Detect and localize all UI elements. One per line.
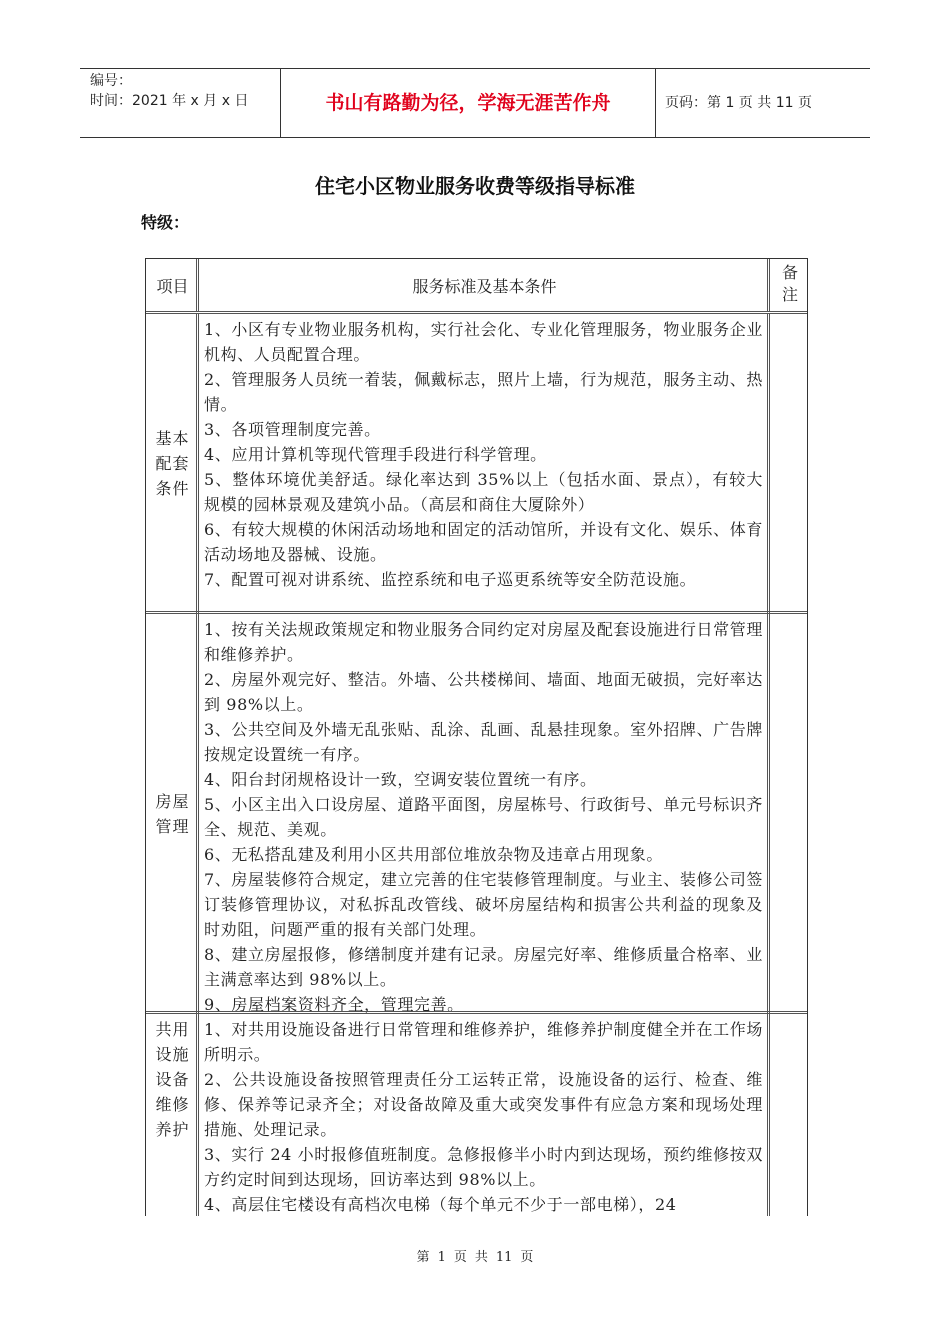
note-cell	[773, 614, 807, 1014]
header-page-info: 页码：第 1 页 共 11 页	[665, 95, 812, 111]
list-item: 1、对共用设施设备进行日常管理和维修养护，维修养护制度健全并在工作场所明示。	[204, 1020, 763, 1064]
category-label	[146, 789, 199, 839]
column-header-standard: 服务标准及基本条件	[412, 276, 557, 296]
list-item: 2、管理服务人员统一着装，佩戴标志，照片上墙，行为规范，服务主动、热情。	[204, 370, 763, 414]
list-item: 4、高层住宅楼设有高档次电梯（每个单元不少于一部电梯），24	[204, 1195, 677, 1214]
footer-total-word: 共	[474, 1250, 488, 1265]
list-item: 4、阳台封闭规格设计一致，空调安装位置统一有序。	[204, 770, 597, 789]
table-row	[146, 1011, 807, 1216]
header-meta	[80, 69, 281, 137]
table-row	[146, 311, 807, 614]
document-title: 住宅小区物业服务收费等级指导标准	[315, 174, 635, 198]
list-item: 6、无私搭乱建及利用小区共用部位堆放杂物及违章占用现象。	[204, 845, 663, 864]
footer-page-unit: 页	[453, 1250, 467, 1265]
standard-cell	[202, 314, 770, 614]
list-item: 1、小区有专业物业服务机构，实行社会化、专业化管理服务，物业服务企业机构、人员配置合理。	[204, 320, 763, 364]
category-cell	[146, 614, 199, 1014]
page-footer	[0, 1246, 950, 1265]
category-cell	[146, 1014, 199, 1216]
table-header-row	[146, 259, 807, 311]
standard-cell	[202, 1014, 770, 1216]
note-cell	[773, 314, 807, 614]
standard-cell	[202, 614, 770, 1014]
category-text: 房屋管理	[155, 792, 190, 836]
list-item: 3、各项管理制度完善。	[204, 420, 381, 439]
column-header-note: 备注	[781, 263, 798, 304]
category-label	[146, 1017, 199, 1142]
list-item: 3、公共空间及外墙无乱张贴、乱涂、乱画、乱悬挂现象。室外招牌、广告牌按规定设置统一有序。	[204, 720, 763, 764]
list-item: 7、配置可视对讲系统、监控系统和电子巡更系统等安全防范设施。	[204, 570, 697, 589]
page-header	[80, 68, 870, 138]
list-item: 2、房屋外观完好、整洁。外墙、公共楼梯间、墙面、地面无破损，完好率达到 98%以上。	[204, 670, 763, 714]
column-header-item: 项目	[156, 276, 189, 296]
item-list	[202, 617, 767, 1017]
footer-page-word: 第	[416, 1250, 430, 1265]
grade-level-label: 特级：	[141, 213, 190, 232]
document-number-label: 编号：	[90, 73, 132, 89]
document-date: 时间：2021 年 x 月 x 日	[90, 93, 249, 109]
footer-page-number: 1	[437, 1250, 446, 1265]
header-cell-standard	[202, 259, 770, 311]
category-text: 基本配套条件	[155, 429, 190, 498]
category-text: 共用设施设备维修养护	[155, 1020, 190, 1139]
list-item: 5、整体环境优美舒适。绿化率达到 35%以上（包括水面、景点），有较大规模的园林景观及建筑小品。（高层和商住大厦除外）	[204, 470, 763, 514]
header-motto: 书山有路勤为径，学海无涯苦作舟	[281, 69, 656, 137]
list-item: 5、小区主出入口设房屋、道路平面图，房屋栋号、行政街号、单元号标识齐全、规范、美观。	[204, 795, 763, 839]
note-cell	[773, 1014, 807, 1216]
header-cell-note	[773, 259, 807, 311]
list-item: 7、房屋装修符合规定，建立完善的住宅装修管理制度。与业主、装修公司签订装修管理协议，对私拆乱改管线、破坏房屋结构和损害公共利益的现象及时劝阻，问题严重的报有关部门处理。	[204, 870, 763, 939]
footer-total-number: 11	[495, 1250, 513, 1265]
header-cell-item	[146, 259, 199, 311]
category-label	[146, 426, 199, 501]
footer-total-unit: 页	[520, 1250, 534, 1265]
list-item: 4、应用计算机等现代管理手段进行科学管理。	[204, 445, 547, 464]
standards-table	[145, 258, 808, 1216]
list-item: 8、建立房屋报修，修缮制度并建有记录。房屋完好率、维修质量合格率、业主满意率达到 98%以上。	[204, 945, 763, 989]
list-item: 6、有较大规模的休闲活动场地和固定的活动馆所，并设有文化、娱乐、体育活动场地及器械、设施。	[204, 520, 763, 564]
list-item: 3、实行 24 小时报修值班制度。急修报修半小时内到达现场，预约维修按双方约定时间到达现场，回访率达到 98%以上。	[204, 1145, 763, 1189]
item-list	[202, 1017, 767, 1216]
item-list	[202, 317, 767, 592]
table-row	[146, 611, 807, 1014]
list-item: 9、房屋档案资料齐全，管理完善。	[204, 995, 464, 1014]
list-item: 1、按有关法规政策规定和物业服务合同约定对房屋及配套设施进行日常管理和维修养护。	[204, 620, 763, 664]
category-cell	[146, 314, 199, 614]
list-item: 2、公共设施设备按照管理责任分工运转正常，设施设备的运行、检查、维修、保养等记录齐全；对设备故障及重大或突发事件有应急方案和现场处理措施、处理记录。	[204, 1070, 763, 1139]
